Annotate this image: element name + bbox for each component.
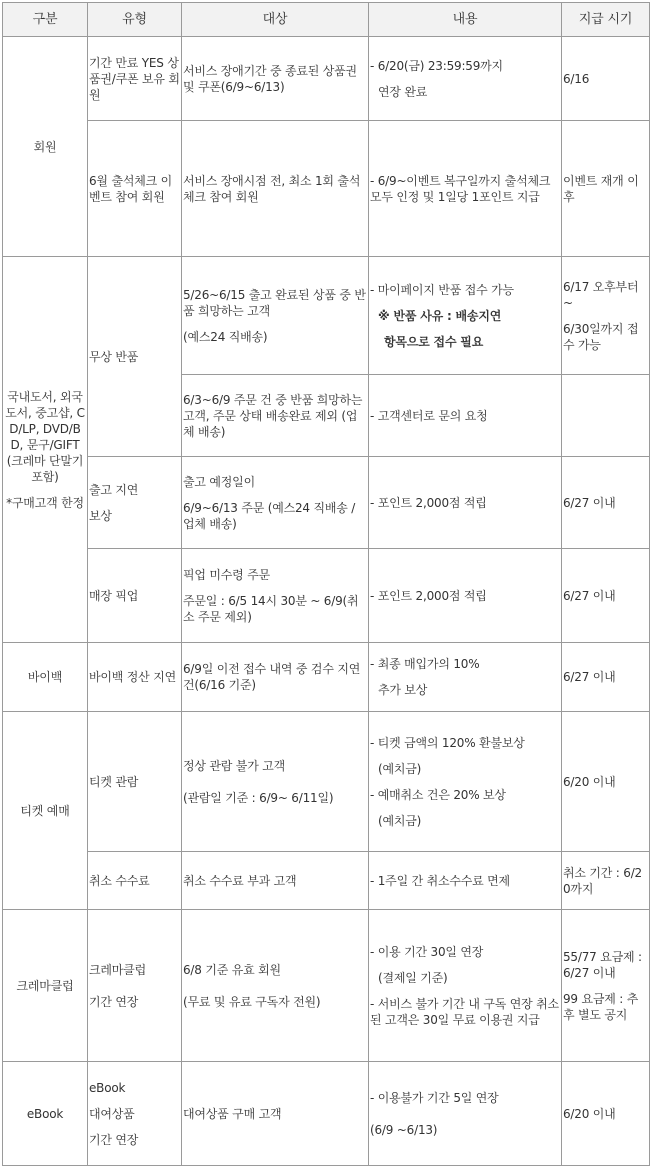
- content-cell: - 최종 매입가의 10% 추가 보상: [369, 643, 562, 712]
- timing-cell: 6/27 이내: [562, 643, 650, 712]
- target-cell: 정상 관람 불가 고객 (관람일 기준 : 6/9~ 6/11일): [182, 712, 369, 852]
- timing-cell: [562, 375, 650, 457]
- header-content: 내용: [369, 3, 562, 37]
- type-cell: 크레마클럽 기간 연장: [88, 910, 182, 1062]
- type-cell: 티켓 관람: [88, 712, 182, 852]
- timing-cell: 취소 기간 : 6/20까지: [562, 852, 650, 910]
- content-cell: - 이용 기간 30일 연장 (결제일 기준) - 서비스 불가 기간 내 구독 연장 취소된 고객은 30일 무료 이용권 지급: [369, 910, 562, 1062]
- type-cell: 취소 수수료: [88, 852, 182, 910]
- timing-cell: 6/17 오후부터~ 6/30일까지 접수 가능: [562, 257, 650, 375]
- content-cell: - 포인트 2,000점 적립: [369, 457, 562, 549]
- table-row: [3, 852, 650, 910]
- timing-cell: 6/20 이내: [562, 712, 650, 852]
- table-row: [3, 643, 650, 712]
- header-row: [3, 3, 650, 37]
- category-member: 회원: [3, 37, 88, 257]
- category-ebook: eBook: [3, 1062, 88, 1166]
- type-cell: 무상 반품: [88, 257, 182, 457]
- type-cell: eBook 대여상품 기간 연장: [88, 1062, 182, 1166]
- content-cell: - 고객센터로 문의 요청: [369, 375, 562, 457]
- type-cell: 6월 출석체크 이벤트 참여 회원: [88, 121, 182, 257]
- type-cell: 기간 만료 YES 상품권/쿠폰 보유 회원: [88, 37, 182, 121]
- target-cell: 취소 수수료 부과 고객: [182, 852, 369, 910]
- content-cell: - 6/20(금) 23:59:59까지 연장 완료: [369, 37, 562, 121]
- header-target: 대상: [182, 3, 369, 37]
- content-cell: - 포인트 2,000점 적립: [369, 549, 562, 643]
- header-category: 구분: [3, 3, 88, 37]
- content-cell: - 이용불가 기간 5일 연장 (6/9 ~6/13): [369, 1062, 562, 1166]
- target-cell: 서비스 장애시점 전, 최소 1회 출석체크 참여 회원: [182, 121, 369, 257]
- target-cell: 6/8 기준 유효 회원 (무료 및 유료 구독자 전원): [182, 910, 369, 1062]
- target-cell: 5/26~6/15 출고 완료된 상품 중 반품 희망하는 고객 (예스24 직배송): [182, 257, 369, 375]
- table-row: [3, 457, 650, 549]
- timing-cell: 6/20 이내: [562, 1062, 650, 1166]
- target-cell: 출고 예정일이 6/9~6/13 주문 (예스24 직배송 / 업체 배송): [182, 457, 369, 549]
- table-row: [3, 910, 650, 1062]
- timing-cell: 이벤트 재개 이후: [562, 121, 650, 257]
- content-cell: - 1주일 간 취소수수료 면제: [369, 852, 562, 910]
- table-row: [3, 712, 650, 852]
- type-cell: 바이백 정산 지연: [88, 643, 182, 712]
- timing-cell: 55/77 요금제 : 6/27 이내 99 요금제 : 추후 별도 공지: [562, 910, 650, 1062]
- category-buyback: 바이백: [3, 643, 88, 712]
- category-crema: 크레마클럽: [3, 910, 88, 1062]
- header-type: 유형: [88, 3, 182, 37]
- type-cell: 출고 지연 보상: [88, 457, 182, 549]
- content-cell: - 티켓 금액의 120% 환불보상 (예치금) - 예매취소 건은 20% 보상 (예치금): [369, 712, 562, 852]
- target-cell: 서비스 장애기간 중 종료된 상품권 및 쿠폰(6/9~6/13): [182, 37, 369, 121]
- category-books: 국내도서, 외국도서, 중고샵, CD/LP, DVD/BD, 문구/GIFT(크레마 단말기 포함) *구매고객 한정: [3, 257, 88, 643]
- table-row: [3, 37, 650, 121]
- type-cell: 매장 픽업: [88, 549, 182, 643]
- content-cell: - 6/9~이벤트 복구일까지 출석체크 모두 인정 및 1일당 1포인트 지급: [369, 121, 562, 257]
- target-cell: 6/9일 이전 접수 내역 중 검수 지연 건(6/16 기준): [182, 643, 369, 712]
- compensation-table: [2, 2, 650, 1166]
- header-timing: 지급 시기: [562, 3, 650, 37]
- content-cell: - 마이페이지 반품 접수 가능 ※ 반품 사유 : 배송지연 항목으로 접수 필요: [369, 257, 562, 375]
- table-row: [3, 1062, 650, 1166]
- table-row: [3, 121, 650, 257]
- target-cell: 대여상품 구매 고객: [182, 1062, 369, 1166]
- timing-cell: 6/16: [562, 37, 650, 121]
- timing-cell: 6/27 이내: [562, 457, 650, 549]
- timing-cell: 6/27 이내: [562, 549, 650, 643]
- target-cell: 픽업 미수령 주문 주문일 : 6/5 14시 30분 ~ 6/9(취소 주문 제외): [182, 549, 369, 643]
- category-ticket: 티켓 예매: [3, 712, 88, 910]
- target-cell: 6/3~6/9 주문 건 중 반품 희망하는 고객, 주문 상태 배송완료 제외 (업체 배송): [182, 375, 369, 457]
- table-row: [3, 549, 650, 643]
- table-row: [3, 257, 650, 375]
